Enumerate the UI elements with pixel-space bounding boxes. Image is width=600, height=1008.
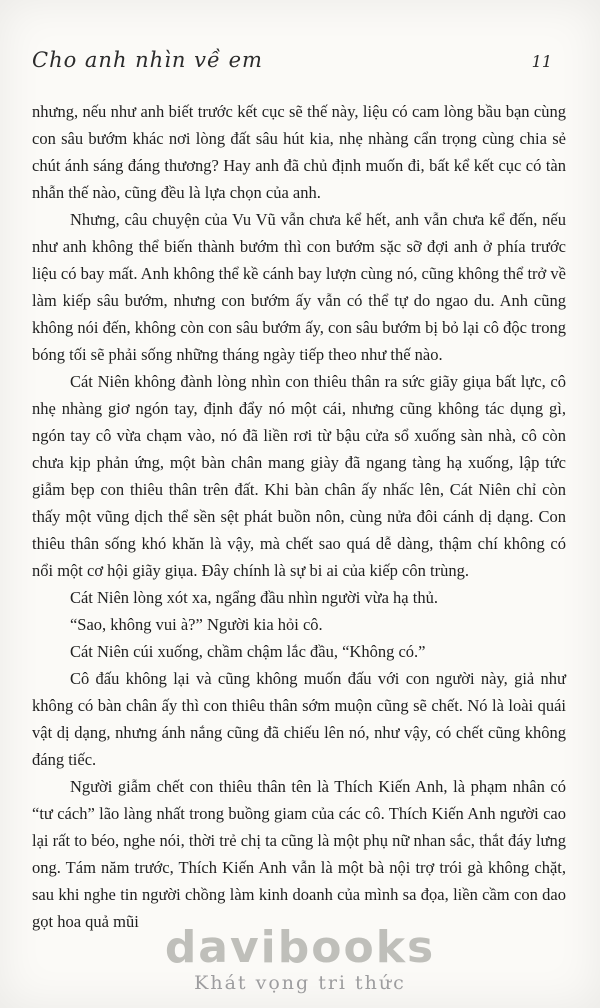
paragraph: Nhưng, câu chuyện của Vu Vũ vẫn chưa kể hết, anh vẫn chưa kể đến, nếu như anh không thể biến thành bướm thì con bướm sặc sỡ đợi anh ở phía trước liệu có bay mất. Anh không thể kề cánh bay lượn cùng nó, cũng không thể trở về làm kiếp sâu bướm, nhưng con bướm ấy vẫn có thể tự do ngao du. Anh cũng không nói đến, không còn con sâu bướm ấy, con sâu bướm bị bỏ lại cô độc trong bóng tối sẽ phải sống những tháng ngày tiếp theo như thế nào. [32,210,566,364]
watermark-logo: davibooks [164,922,436,973]
page-content [32,98,566,935]
paragraph: Cô đấu không lại và cũng không muốn đấu với con người này, giả như không có bàn chân ấy thì con thiêu thân sớm muộn cũng sẽ chết. Nó là loài quái vật dị dạng, nhưng ánh nắng cũng đã chiếu lên nó, như vậy, có chết cũng không đáng tiếc. [32,669,566,769]
paragraph: “Sao, không vui à?” Người kia hỏi cô. [69,615,323,634]
watermark [0,922,600,994]
page-header [32,48,566,72]
page-number: 11 [531,52,552,71]
paragraph: Cát Niên không đành lòng nhìn con thiêu thân ra sức giãy giụa bất lực, cô nhẹ nhàng giơ ngón tay, định đẩy nó một cái, nhưng cũng không tác dụng gì, ngón tay cô vừa chạm vào, nó đã liền rơi từ bậu cửa sổ xuống sàn nhà, cô còn chưa kịp phản ứng, một bàn chân mang giày đã ngang tàng hạ xuống, lập tức giẫm bẹp con thiêu thân trên đất. Khi bàn chân ấy nhấc lên, Cát Niên chỉ còn thấy một vũng dịch thể sền sệt phát buồn nôn, cùng nửa đôi cánh dị dạng. Con thiêu thân sống khó khăn là vậy, mà chết sao quá dễ dàng, thậm chí không có nổi một cơ hội giãy giụa. Đây chính là sự bi ai của kiếp côn trùng. [32,372,566,580]
watermark-tagline: Khát vọng tri thức [194,972,406,994]
paragraph: Cát Niên lòng xót xa, ngẩng đầu nhìn người vừa hạ thủ. [69,588,438,607]
book-title: Cho anh nhìn về em [32,48,263,72]
paragraph: Cát Niên cúi xuống, chầm chậm lắc đầu, “Không có.” [69,642,426,661]
paragraph: Người giẫm chết con thiêu thân tên là Thích Kiến Anh, là phạm nhân có “tư cách” lão làng nhất trong buồng giam của các cô. Thích Kiến Anh người cao lại rất to béo, nghe nói, thời trẻ chị ta cũng là một phụ nữ nhan sắc, thắt đáy lưng ong. Tám năm trước, Thích Kiến Anh vẫn là một bà nội trợ trói gà không chặt, sau khi nghe tin người chồng làm kinh doanh của mình sa đọa, liền cầm con dao gọt hoa quả mũi [32,777,566,931]
paragraph: nhưng, nếu như anh biết trước kết cục sẽ thế này, liệu có cam lòng bầu bạn cùng con sâu bướm khác nơi lòng đất sâu hút kia, nhẹ nhàng cẩn trọng cùng chia sẻ chút ánh sáng đáng thương? Hay anh đã chủ định muốn đi, bất kể kết cục có tàn nhẫn thế nào, cũng đều là lựa chọn của anh. [32,102,566,202]
